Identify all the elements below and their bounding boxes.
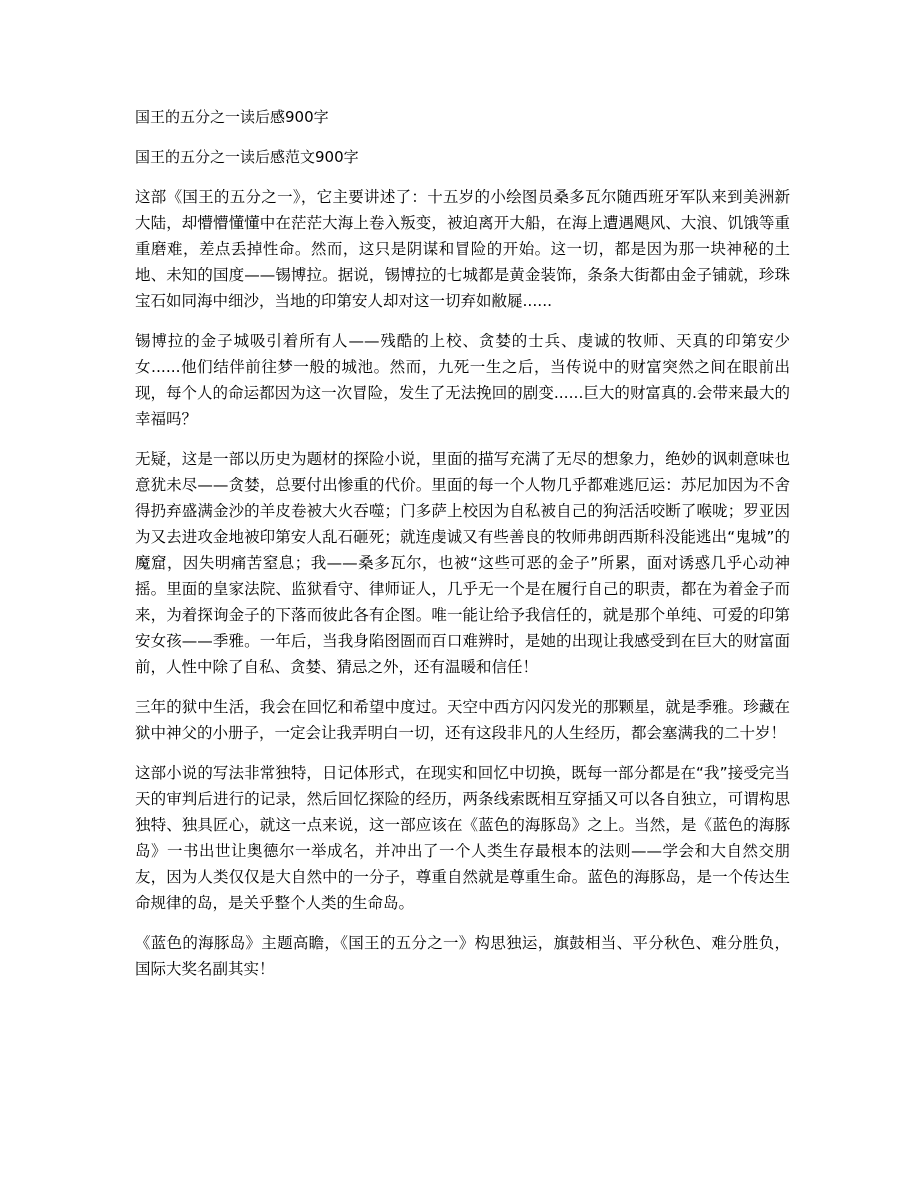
document-title: 国王的五分之一读后感900字 (135, 108, 329, 126)
document-page (135, 104, 790, 996)
paragraph-3: 无疑，这是一部以历史为题材的探险小说，里面的描写充满了无尽的想象力，绝妙的讽刺意味也意犹未尽——贪婪，总要付出惨重的代价。里面的每一个人物几乎都难逃厄运：苏尼加因为不舍得扔弃盛满金沙的羊皮卷被大火吞噬；门多萨上校因为自私被自己的狗活活咬断了喉咙；罗亚因为又去进攻金地被印第安人乱石砸死；就连虔诚又有些善良的牧师弗朗西斯科没能逃出“鬼城”的魔窟，因失明痛苦窒息；我——桑多瓦尔，也被“这些可恶的金子”所累，面对诱惑几乎心动神摇。里面的皇家法院、监狱看守、律师证人，几乎无一个是在履行自己的职责，都在为着金子而来，为着探询金子的下落而彼此各有企图。唯一能让给予我信任的，就是那个单纯、可爱的印第安女孩——季雅。一年后，当我身陷囹圄而百口难辨时，是她的出现让我感受到在巨大的财富面前，人性中除了自私、贪婪、猜忌之外，还有温暖和信任！ (135, 450, 790, 676)
document-subtitle: 国王的五分之一读后感范文900字 (135, 148, 359, 166)
paragraph-1: 这部《国王的五分之一》，它主要讲述了：十五岁的小绘图员桑多瓦尔随西班牙军队来到美洲新大陆，却懵懵懂懂中在茫茫大海上卷入叛变，被迫离开大船，在海上遭遇飓风、大浪、饥饿等重重磨难，差点丢掉性命。然而，这只是阴谋和冒险的开始。这一切，都是因为那一块神秘的土地、未知的国度——锡博拉。据说，锡博拉的七城都是黄金装饰，条条大街都由金子铺就，珍珠宝石如同海中细沙，当地的印第安人却对这一切弃如敝屣...... (135, 188, 790, 310)
paragraph-4: 三年的狱中生活，我会在回忆和希望中度过。天空中西方闪闪发光的那颗星，就是季雅。珍藏在狱中神父的小册子，一定会让我弄明白一切，还有这段非凡的人生经历，都会塞满我的二十岁！ (135, 698, 790, 742)
paragraph-2: 锡博拉的金子城吸引着所有人——残酷的上校、贪婪的士兵、虔诚的牧师、天真的印第安少女......他们结伴前往梦一般的城池。然而，九死一生之后，当传说中的财富突然之间在眼前出现，每个人的命运都因为这一次冒险，发生了无法挽回的剧变......巨大的财富真的.会带来最大的幸福吗？ (135, 332, 790, 428)
paragraph-6: 《蓝色的海豚岛》主题高瞻，《国王的五分之一》构思独运，旗鼓相当、平分秋色、难分胜负，国际大奖名副其实！ (135, 934, 790, 978)
paragraph-5: 这部小说的写法非常独特，日记体形式，在现实和回忆中切换，既每一部分都是在“我”接受完当天的审判后进行的记录，然后回忆探险的经历，两条线索既相互穿插又可以各自独立，可谓构思独特、独具匠心，就这一点来说，这一部应该在《蓝色的海豚岛》之上。当然，是《蓝色的海豚岛》一书出世让奥德尔一举成名，并冲出了一个人类生存最根本的法则——学会和大自然交朋友，因为人类仅仅是大自然中的一分子，尊重自然就是尊重生命。蓝色的海豚岛，是一个传达生命规律的岛，是关乎整个人类的生命岛。 (135, 764, 790, 912)
